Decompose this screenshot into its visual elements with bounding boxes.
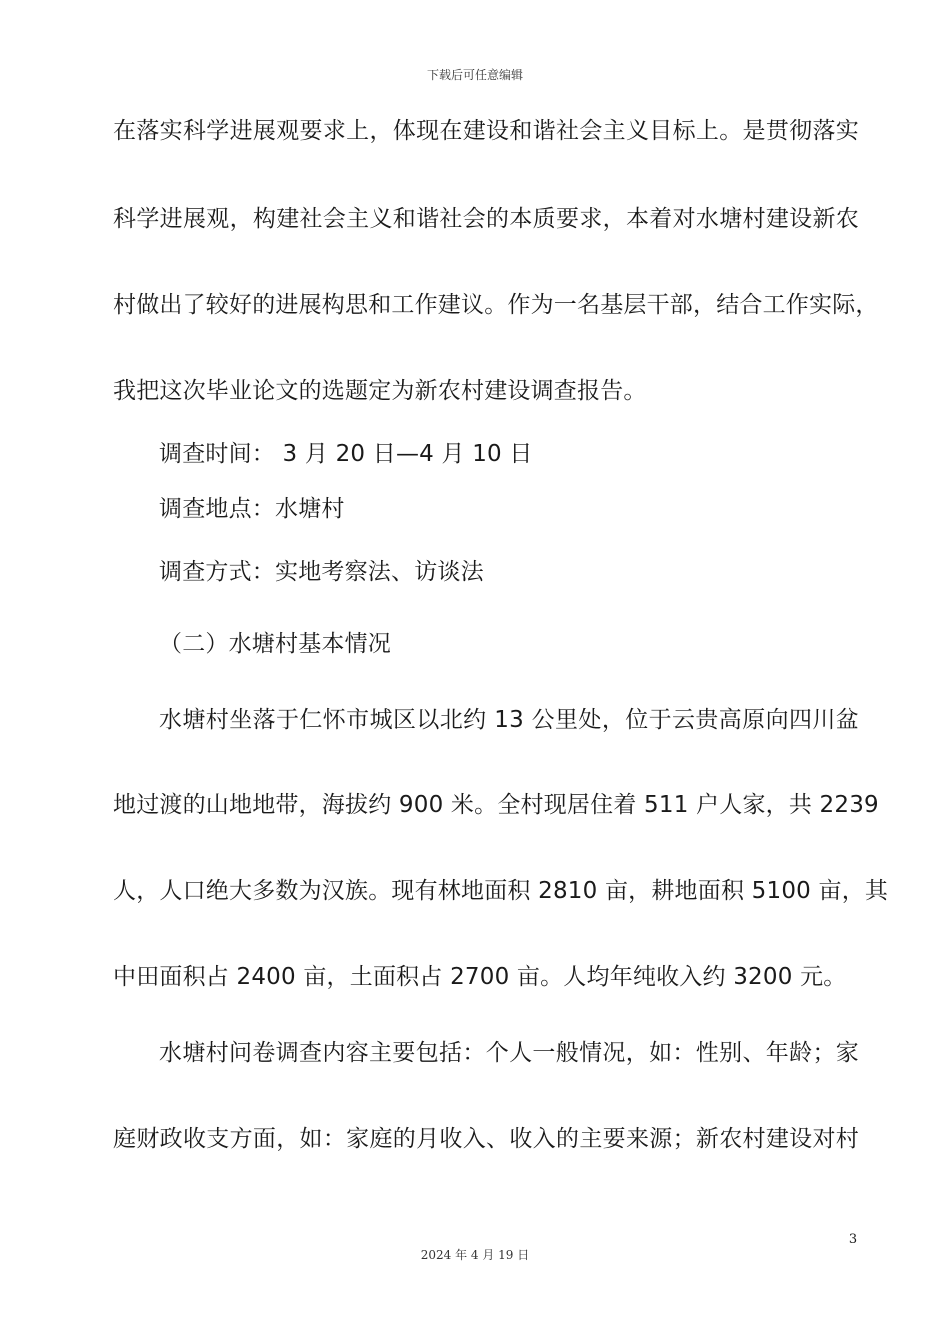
- paragraph-line: 水塘村问卷调查内容主要包括：个人一般情况，如：性别、年龄；家: [159, 1040, 859, 1066]
- paragraph-line: 人，人口绝大多数为汉族。现有林地面积 2810 亩，耕地面积 5100 亩，其: [113, 878, 889, 904]
- section-heading: （二）水塘村基本情况: [159, 631, 391, 657]
- footer-date: 2024 年 4 月 19 日: [420, 1248, 530, 1262]
- intro-line: 在落实科学进展观要求上，体现在建设和谐社会主义目标上。是贯彻落实: [113, 118, 859, 144]
- paragraph-line: 水塘村坐落于仁怀市城区以北约 13 公里处，位于云贵高原向四川盆: [159, 707, 859, 733]
- survey-place: 调查地点：水塘村: [159, 496, 345, 522]
- intro-line: 我把这次毕业论文的选题定为新农村建设调查报告。: [113, 378, 647, 404]
- paragraph-line: 庭财政收支方面，如：家庭的月收入、收入的主要来源；新农村建设对村: [113, 1126, 859, 1152]
- paragraph-line: 地过渡的山地地带，海拔约 900 米。全村现居住着 511 户人家，共 2239: [113, 792, 879, 818]
- survey-method: 调查方式：实地考察法、访谈法: [159, 559, 484, 585]
- survey-time: 调查时间： 3 月 20 日—4 月 10 日: [159, 441, 533, 467]
- header-note: 下载后可任意编辑: [426, 68, 523, 82]
- intro-line: 村做出了较好的进展构思和工作建议。作为一名基层干部，结合工作实际，: [113, 292, 879, 318]
- page-number: 3: [848, 1232, 858, 1247]
- paragraph-line: 中田面积占 2400 亩，土面积占 2700 亩。人均年纯收入约 3200 元。: [113, 964, 847, 990]
- intro-line: 科学进展观，构建社会主义和谐社会的本质要求，本着对水塘村建设新农: [113, 206, 859, 232]
